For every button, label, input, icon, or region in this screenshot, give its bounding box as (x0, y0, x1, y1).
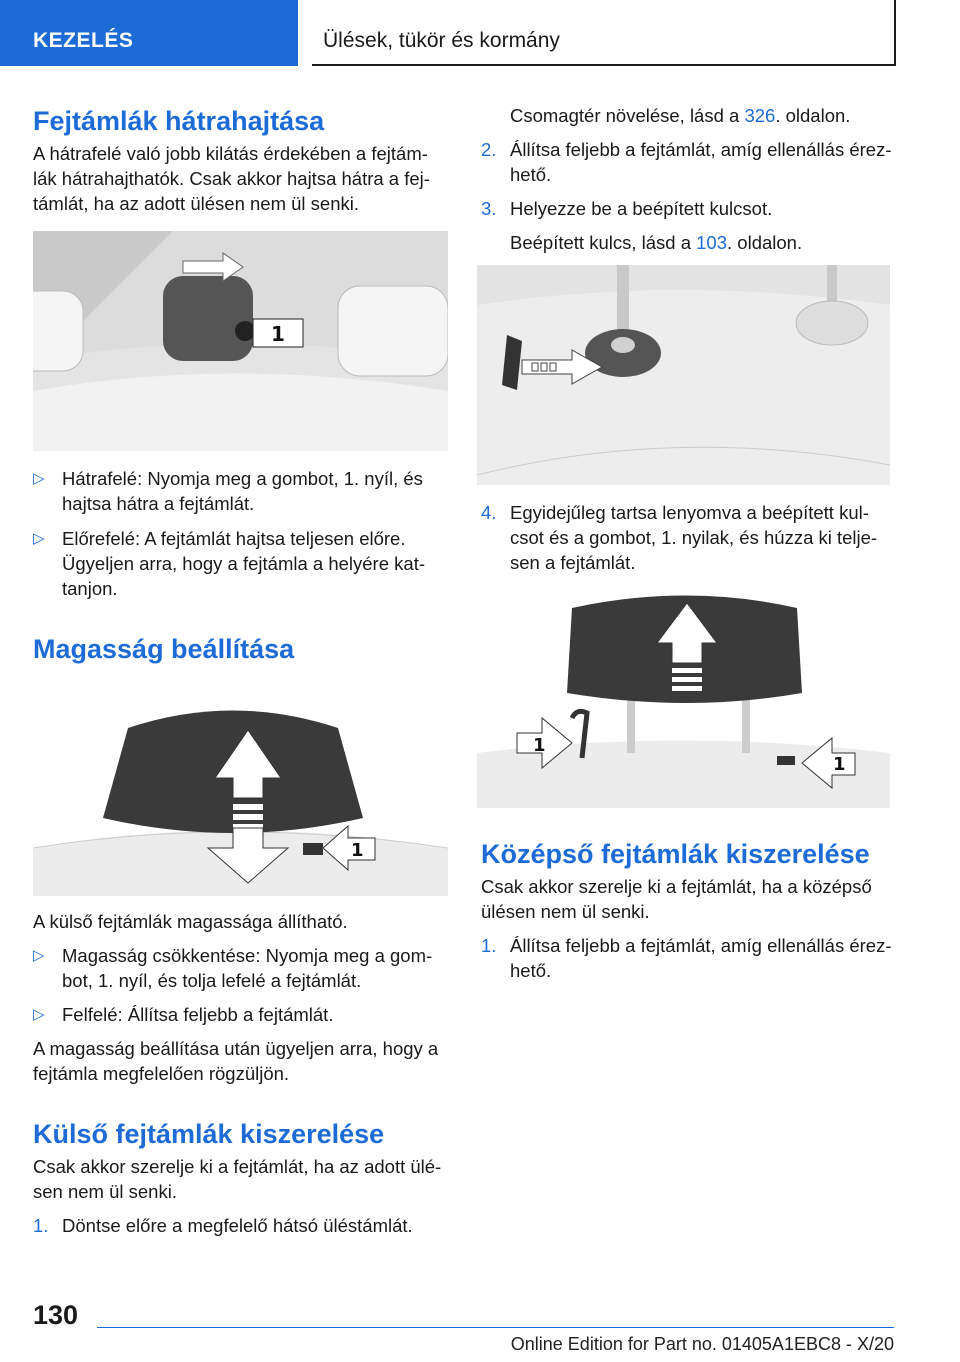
fold-bullet-back-text: Hátrafelé: Nyomja meg a gombot, 1. nyíl, és hajtsa hátra a fejtámlát. (62, 468, 423, 514)
step-3 (481, 196, 896, 221)
height-section-heading (33, 633, 448, 665)
fig4-callout-left: 1 (533, 735, 546, 756)
outer-step-1-number: 1. (33, 1215, 49, 1236)
bullet-triangle-icon: ▷ (33, 1006, 45, 1023)
outer-step-1 (33, 1213, 453, 1238)
continued-text: Csomagtér növelése, lásd a (510, 105, 745, 126)
center-step-1 (481, 933, 896, 983)
right-top-steps (481, 103, 896, 255)
step-2-number: 2. (481, 139, 497, 160)
height-note: A magasság beállítása után ügyeljen arra, hogy a fejtámla megfelelően rögzüljön. (33, 1038, 439, 1084)
step-4 (481, 500, 896, 575)
headrest-remove-illustration (477, 588, 890, 808)
bullet-triangle-icon: ▷ (33, 947, 45, 964)
header-section-label: KEZELÉS (33, 29, 134, 52)
center-step-1-text: Állítsa feljebb a fejtámlát, amíg ellenállás érez-hető. (510, 935, 892, 981)
step-4-number: 4. (481, 502, 497, 523)
height-bullet-raise-text: Felfelé: Állítsa feljebb a fejtámlát. (62, 1004, 334, 1025)
footer-divider (97, 1327, 894, 1328)
height-intro: A külső fejtámlák magassága állítható. (33, 911, 348, 932)
step-2-text: Állítsa feljebb a fejtámlát, amíg ellenállás érez-hető. (510, 139, 892, 185)
figure-headrest-fold (33, 231, 448, 451)
headrest-height-illustration (33, 698, 448, 896)
key-insert-illustration (477, 265, 890, 485)
fold-bullet-forward-text: Előrefelé: A fejtámlát hajtsa teljesen előre. Ügyeljen arra, hogy a fejtámla a helyére kat-tanjon. (62, 528, 425, 599)
center-intro: Csak akkor szerelje ki a fejtámlát, ha a középső ülésen nem ül senki. (481, 876, 872, 922)
outer-section (33, 1118, 453, 1238)
step-3-number: 3. (481, 198, 497, 219)
headrest-fold-illustration (33, 231, 448, 451)
fold-bullet-forward (33, 526, 448, 601)
outer-title: Külső fejtámlák kiszerelése (33, 1119, 385, 1149)
fold-intro: A hátrafelé való jobb kilátás érdekében a fejtám-lák hátrahajthatók. Csak akkor hajtsa hátra a fej-támlát, ha az adott ülésen nem ül senki. (33, 143, 430, 214)
fig1-callout: 1 (271, 322, 285, 346)
height-title: Magasság beállítása (33, 634, 295, 664)
key-reference-text: Beépített kulcs, lásd a (510, 232, 697, 253)
center-step-1-number: 1. (481, 935, 497, 956)
key-reference (481, 230, 896, 255)
height-bullet-raise (33, 1002, 448, 1027)
figure-headrest-remove (477, 588, 890, 808)
fig4-callout-right: 1 (833, 754, 846, 775)
fold-bullets (33, 466, 448, 601)
fold-title: Fejtámlák hátrahajtása (33, 106, 325, 136)
header-chapter-box (312, 0, 896, 66)
step-3-text: Helyezze be a beépített kulcsot. (510, 198, 773, 219)
page-number: 130 (33, 1300, 79, 1330)
continued-suffix: . oldalon. (775, 105, 851, 126)
fold-section (33, 105, 448, 216)
height-bullet-lower (33, 943, 448, 993)
step-2 (481, 137, 896, 187)
outer-intro: Csak akkor szerelje ki a fejtámlát, ha az adott ülé-sen nem ül senki. (33, 1156, 442, 1202)
outer-step-1-text: Döntse előre a megfelelő hátsó üléstámlát. (62, 1215, 413, 1236)
height-section (33, 909, 448, 1086)
fig2-callout: 1 (351, 840, 364, 861)
footer-edition: Online Edition for Part no. 01405A1EBC8 - X/20 (510, 1334, 894, 1354)
header-section-tab (0, 0, 298, 66)
link-page-103[interactable]: 103 (696, 232, 728, 253)
figure-headrest-height (33, 698, 448, 896)
center-section (481, 838, 896, 983)
key-reference-suffix: . oldalon. (727, 232, 803, 253)
continued-line (481, 103, 896, 128)
figure-key-insert (477, 265, 890, 485)
step-4-block (481, 500, 896, 575)
center-title: Középső fejtámlák kiszerelése (481, 839, 870, 869)
bullet-triangle-icon: ▷ (33, 530, 45, 547)
fold-bullet-back (33, 466, 448, 516)
bullet-triangle-icon: ▷ (33, 470, 45, 487)
header-chapter-label: Ülések, tükör és kormány (323, 29, 560, 52)
link-page-326[interactable]: 326 (744, 105, 776, 126)
step-4-text: Egyidejűleg tartsa lenyomva a beépített kul-csot és a gombot, 1. nyilak, és húzza ki telje-sen a fejtámlát. (510, 502, 878, 573)
height-bullet-lower-text: Magasság csökkentése: Nyomja meg a gom-bot, 1. nyíl, és tolja lefelé a fejtámlát. (62, 945, 433, 991)
